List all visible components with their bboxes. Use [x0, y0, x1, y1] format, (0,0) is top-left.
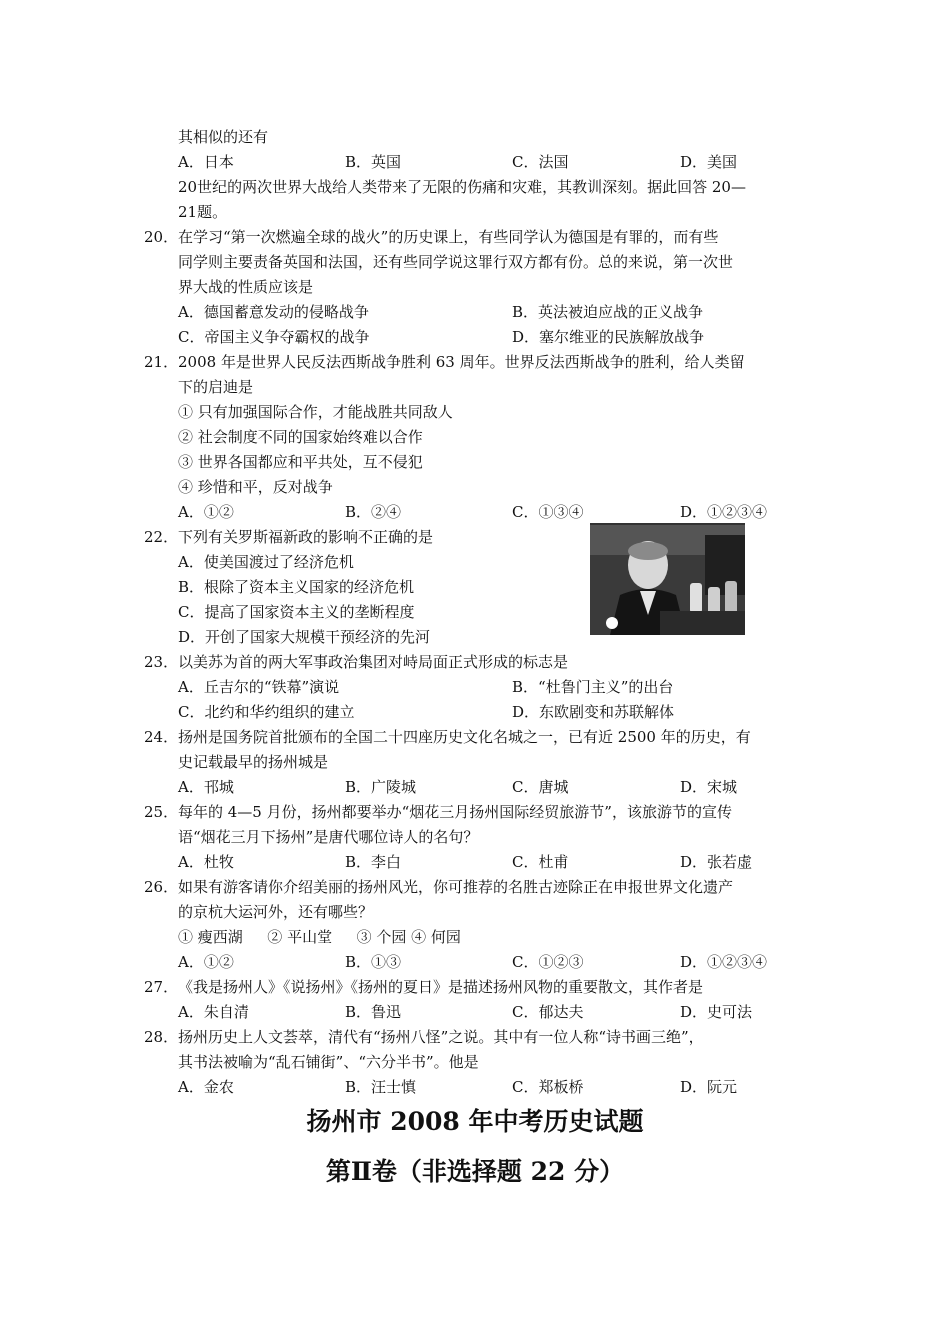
question-number: 27．	[144, 978, 179, 996]
option-d: D．美国	[680, 153, 738, 171]
option-a: A．①②	[178, 953, 234, 971]
question-stem-line: 如果有游客请你介绍美丽的扬州风光，你可推荐的名胜古迹除正在申报世界文化遗产	[178, 878, 734, 896]
question-number: 26．	[144, 878, 179, 896]
question-number: 28．	[144, 1028, 179, 1046]
question-stem-line: 下的启迪是	[178, 378, 254, 396]
option-b: B．英法被迫应战的正义战争	[512, 303, 704, 321]
option-c: C．①③④	[512, 503, 584, 521]
option-b: B．鲁迅	[345, 1003, 402, 1021]
option-d: D．阮元	[680, 1078, 738, 1096]
option-b: B．李白	[345, 853, 402, 871]
question-stem-line: 语“烟花三月下扬州”是唐代哪位诗人的名句？	[178, 828, 479, 846]
question-stem-line: 扬州历史上人文荟萃，清代有“扬州八怪”之说。其中有一位人称“诗书画三绝”，	[178, 1028, 704, 1046]
question-stem-line: 《我是扬州人》《说扬州》《扬州的夏日》是描述扬州风物的重要散文，其作者是	[178, 978, 704, 996]
option-a: A．邗城	[178, 778, 234, 796]
question-26	[144, 875, 734, 900]
question-stem-line: 以美苏为首的两大军事政治集团对峙局面正式形成的标志是	[178, 653, 569, 671]
statement-item: ④ 珍惜和平，反对战争	[178, 478, 333, 496]
option-a: A．日本	[178, 153, 234, 171]
option-d: D．张若虚	[680, 853, 753, 871]
question-number: 25．	[144, 803, 179, 821]
option-c: C．北约和华约组织的建立	[178, 703, 355, 721]
option-c: C．杜甫	[512, 853, 569, 871]
statement-items: ① 瘦西湖 ② 平山堂 ③ 个园 ④ 何园	[178, 928, 461, 946]
option-a: A．丘吉尔的“铁幕”演说	[178, 678, 340, 696]
option-a: A．朱自清	[178, 1003, 249, 1021]
question-stem-line: 界大战的性质应该是	[178, 278, 314, 296]
question-stem-line: 其相似的还有	[178, 128, 269, 146]
question-24	[144, 725, 751, 750]
question-stem-line: 其书法被喻为“乱石铺街”、“六分半书”。他是	[178, 1053, 479, 1071]
option-b: B．“杜鲁门主义”的出台	[512, 678, 674, 696]
question-22	[144, 525, 434, 550]
passage-line: 21题。	[178, 203, 228, 221]
section-title: 扬州市 2008 年中考历史试题	[306, 1107, 644, 1136]
question-21	[144, 350, 745, 375]
option-a: A．①②	[178, 503, 234, 521]
option-d: D．开创了国家大规模干预经济的先河	[178, 628, 431, 646]
option-d: D．东欧剧变和苏联解体	[512, 703, 675, 721]
question-20	[144, 225, 719, 250]
question-stem-line: 在学习“第一次燃遍全球的战火”的历史课上，有些同学认为德国是有罪的，而有些	[178, 228, 719, 246]
section-subtitle: 第Ⅱ卷（非选择题 22 分）	[325, 1157, 625, 1186]
option-c: C．帝国主义争夺霸权的战争	[178, 328, 370, 346]
question-number: 20．	[144, 228, 179, 246]
question-number: 21．	[144, 353, 179, 371]
option-a: A．金农	[178, 1078, 234, 1096]
option-c: C．提高了国家资本主义的垄断程度	[178, 603, 415, 621]
option-d: D．①②③④	[680, 503, 768, 521]
option-a: A．德国蓄意发动的侵略战争	[178, 303, 369, 321]
question-23	[144, 650, 569, 675]
question-stem-line: 2008 年是世界人民反法西斯战争胜利 63 周年。世界反法西斯战争的胜利，给人类留	[178, 353, 745, 371]
statement-item: ③ 世界各国都应和平共处，互不侵犯	[178, 453, 423, 471]
option-c: C．郁达夫	[512, 1003, 584, 1021]
option-b: B．英国	[345, 153, 402, 171]
option-c: C．法国	[512, 153, 569, 171]
question-stem-line: 扬州是国务院首批颁布的全国二十四座历史文化名城之一，已有近 2500 年的历史，有	[178, 728, 751, 746]
option-d: D．塞尔维亚的民族解放战争	[512, 328, 705, 346]
roosevelt-photo	[590, 523, 745, 635]
question-stem-line: 下列有关罗斯福新政的影响不正确的是	[178, 528, 434, 546]
option-d: D．①②③④	[680, 953, 768, 971]
question-stem-line: 同学则主要责备英国和法国，还有些同学说这罪行双方都有份。总的来说，第一次世	[178, 253, 734, 271]
passage-line: 20世纪的两次世界大战给人类带来了无限的伤痛和灾难，其教训深刻。据此回答 20—	[178, 178, 746, 196]
option-b: B．②④	[345, 503, 402, 521]
option-c: C．郑板桥	[512, 1078, 584, 1096]
option-b: B．汪士慎	[345, 1078, 417, 1096]
option-a: A．杜牧	[178, 853, 234, 871]
question-stem-line: 史记载最早的扬州城是	[178, 753, 329, 771]
option-d: D．宋城	[680, 778, 738, 796]
question-28	[144, 1025, 704, 1050]
option-c: C．①②③	[512, 953, 584, 971]
option-b: B．根除了资本主义国家的经济危机	[178, 578, 415, 596]
question-stem-line: 的京杭大运河外，还有哪些？	[178, 903, 374, 921]
option-c: C．唐城	[512, 778, 569, 796]
question-number: 23．	[144, 653, 179, 671]
statement-item: ② 社会制度不同的国家始终难以合作	[178, 428, 423, 446]
question-27	[144, 975, 704, 1000]
question-stem-line: 每年的 4—5 月份，扬州都要举办“烟花三月扬州国际经贸旅游节”，该旅游节的宣传	[178, 803, 732, 821]
question-number: 24．	[144, 728, 179, 746]
option-a: A．使美国渡过了经济危机	[178, 553, 354, 571]
question-25	[144, 800, 732, 825]
option-b: B．①③	[345, 953, 402, 971]
question-number: 22．	[144, 528, 179, 546]
statement-item: ① 只有加强国际合作，才能战胜共同敌人	[178, 403, 453, 421]
option-b: B．广陵城	[345, 778, 417, 796]
option-d: D．史可法	[680, 1003, 753, 1021]
